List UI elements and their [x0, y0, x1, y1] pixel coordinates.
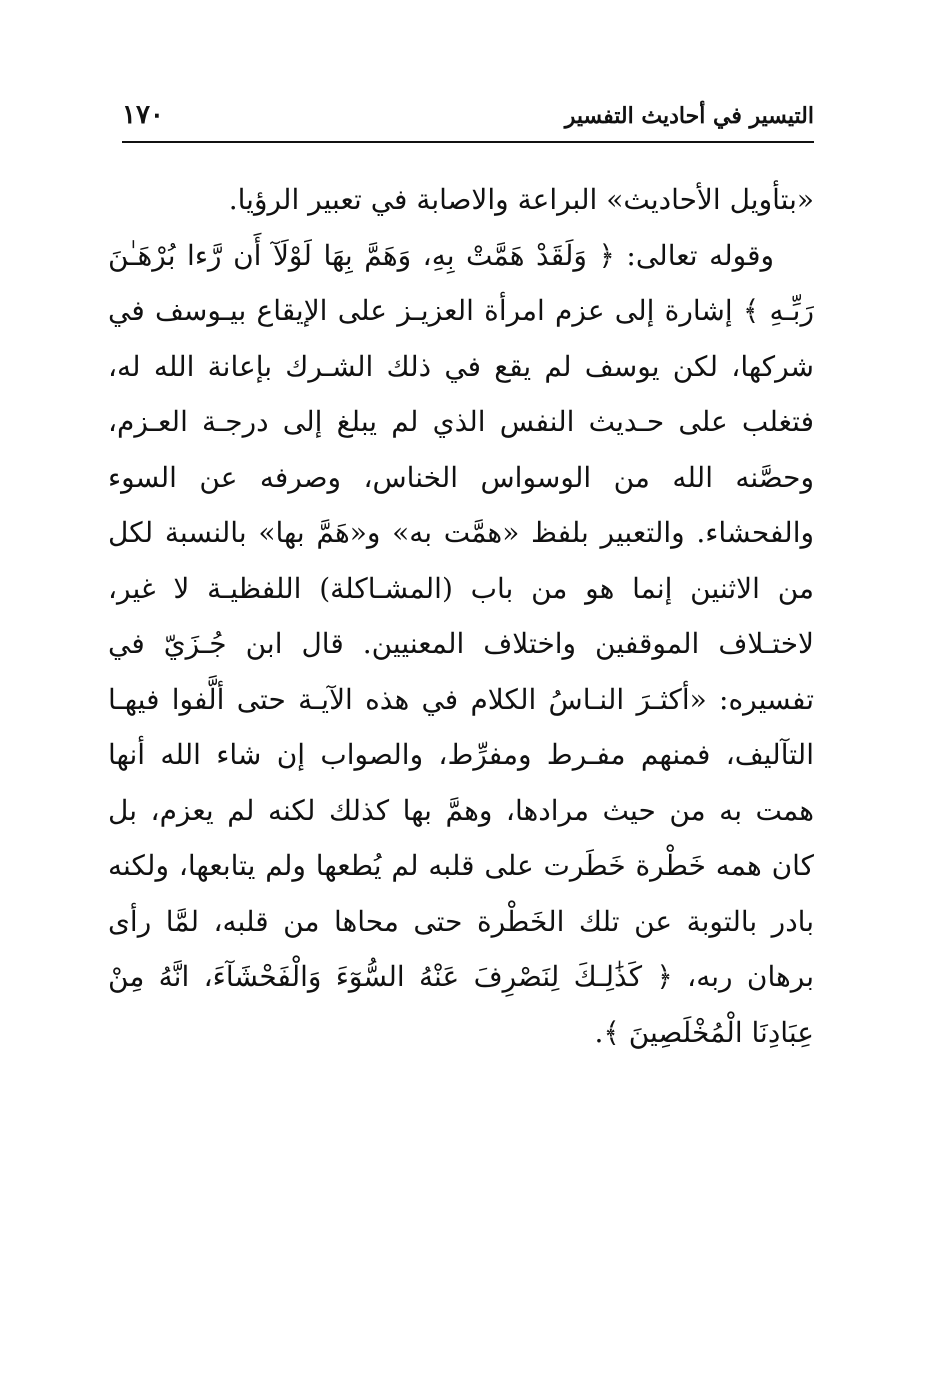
paragraph-2: وقوله تعالى: ﴿ وَلَقَدْ هَمَّتْ بِهِ، وَهَمَّ بِهَا لَوْلَآ أَن رَّءا بُرْهَـٰنَ رَبِّـهِ ﴾ إشارة إلى عزم امرأة العزيـز على الإيقاع بيـوسف في شركها، لكن يوسف لم يقع في ذلك الشـرك بإعانة الله له، فتغلب على حـديث النفس الذي لم يبلغ إلى درجـة العـزم، وحصَّنه الله من الوسواس الخناس، وصرفه عن السوء والفحشاء. والتعبير بلفظ «همَّت به» و«هَمَّ بها» بالنسبة لكل من الاثنين إنما هو من باب (المشـاكلة) اللفظيـة لا غير، لاختـلاف الموقفين واختلاف المعنيين. قال ابن جُـزَيّ في تفسيره: «أكثـرَ النـاسُ الكلام في هذه الآيـة حتى ألَّفوا فيهـا التآليف، فمنهم مفـرط ومفرِّط، والصواب إن شاء الله أنها همت به من حيث مرادها، وهمَّ بها كذلك لكنه لم يعزم، بل كان همه خَطْرة خَطَرت على قلبه لم يُطعها ولم يتابعها، ولكنه بادر بالتوبة عن تلك الخَطْرة حتى محاها من قلبه، لمَّا رأى برهان ربه، ﴿ كَذَٰلِـكَ لِنَصْرِفَ عَنْهُ السُّوٓءَ وَالْفَحْشَآءَ، انَّهُ مِنْ عِبَادِنَا الْمُخْلَصِينَ ﴾.: [108, 238, 814, 1049]
page-body: [108, 172, 814, 1060]
paragraph-1: «بتأويل الأحاديث» البراعة والاصابة في تعبير الرؤيا.: [228, 183, 814, 216]
running-header: [122, 96, 814, 136]
header-divider: [122, 141, 814, 143]
page-number: ١٧٠: [122, 100, 164, 130]
book-title: التيسير في أحاديث التفسير: [564, 103, 814, 129]
